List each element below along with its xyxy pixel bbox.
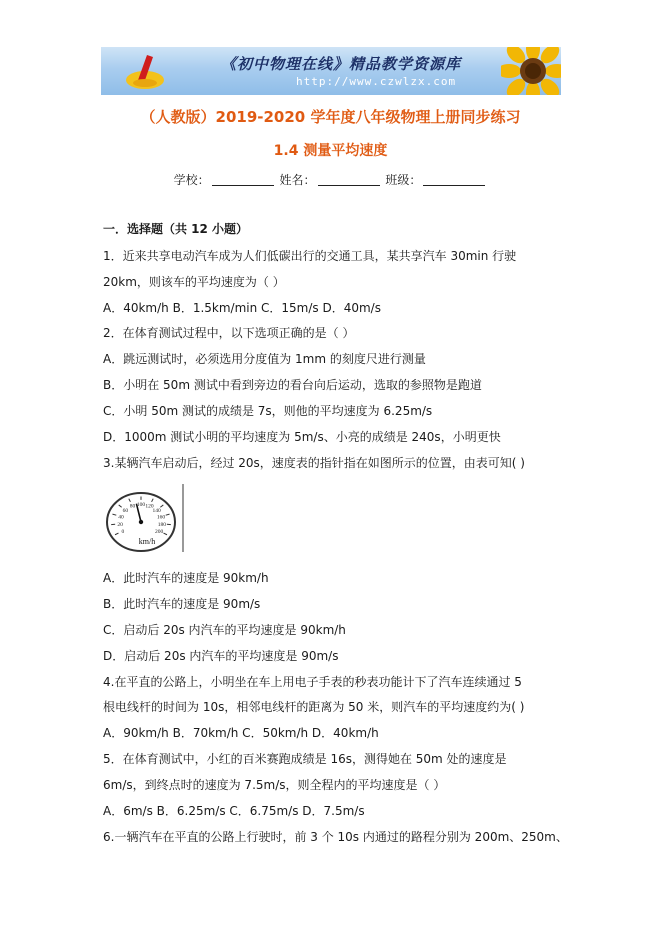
name-label: 姓名： xyxy=(279,173,316,187)
question-3-option-b: B．此时汽车的速度是 90m/s xyxy=(103,597,261,611)
question-1-stem: 1．近来共享电动汽车成为人们低碳出行的交通工具，某共享汽车 30min 行驶 xyxy=(103,249,517,263)
gauge-tick-label: 180 xyxy=(157,521,167,528)
student-info-line xyxy=(0,171,661,188)
gauge-tick-label: 100 xyxy=(136,502,146,509)
banner-url: http://www.czwlzx.com xyxy=(296,75,457,88)
question-5-stem-cont: 6m/s，到终点时的速度为 7.5m/s，则全程内的平均速度是（ ） xyxy=(103,778,446,792)
question-2-option-a: A．跳远测试时，必须选用分度值为 1mm 的刻度尺进行测量 xyxy=(103,352,426,366)
question-3-stem: 3.某辆汽车启动后，经过 20s，速度表的指针指在如图所示的位置，由表可知( ) xyxy=(103,456,525,470)
question-4-stem: 4.在平直的公路上，小明坐在车上用电子手表的秒表功能计下了汽车连续通过 5 xyxy=(103,675,522,689)
speedometer-figure xyxy=(103,482,185,554)
question-1-options: A．40km/h B．1.5km/min C．15m/s D．40m/s xyxy=(103,301,381,315)
question-6-stem: 6.一辆汽车在平直的公路上行驶时，前 3 个 10s 内通过的路程分别为 200m、250m、 xyxy=(103,830,568,844)
question-2-option-b: B．小明在 50m 测试中看到旁边的看台向后运动，选取的参照物是跑道 xyxy=(103,378,482,392)
page-subtitle: 1.4 测量平均速度 xyxy=(273,143,388,159)
gauge-tick-label: 40 xyxy=(118,514,124,521)
gauge-tick-label: 60 xyxy=(122,508,129,515)
question-3-option-a: A．此时汽车的速度是 90km/h xyxy=(103,571,269,585)
question-1-stem-cont: 20km，则该车的平均速度为（ ） xyxy=(103,275,285,289)
resource-banner xyxy=(101,47,561,95)
question-5-options: A．6m/s B．6.25m/s C．6.75m/s D．7.5m/s xyxy=(103,804,365,818)
class-blank[interactable] xyxy=(423,173,485,186)
name-blank[interactable] xyxy=(318,173,380,186)
gauge-tick-label: 120 xyxy=(145,503,154,510)
gauge-tick-label: 80 xyxy=(129,503,136,510)
school-label: 学校： xyxy=(173,173,210,187)
question-2-option-c: C．小明 50m 测试的成绩是 7s，则他的平均速度为 6.25m/s xyxy=(103,404,433,418)
banner-title: 《初中物理在线》精品教学资源库 xyxy=(221,55,462,73)
gauge-tick-label: 200 xyxy=(155,528,164,535)
sunflower-icon xyxy=(501,47,561,95)
question-3-option-d: D．启动后 20s 内汽车的平均速度是 90m/s xyxy=(103,649,339,663)
gauge-tick-label: 0 xyxy=(121,528,125,535)
gauge-unit-label: km/h xyxy=(138,537,156,546)
school-blank[interactable] xyxy=(212,173,274,186)
question-2-stem: 2．在体育测试过程中，以下选项正确的是（ ） xyxy=(103,326,355,340)
question-5-stem: 5．在体育测试中，小红的百米赛跑成绩是 16s，测得她在 50m 处的速度是 xyxy=(103,752,507,766)
section-heading: 一．选择题（共 12 小题） xyxy=(103,222,249,236)
question-4-options: A．90km/h B．70km/h C．50km/h D．40km/h xyxy=(103,726,379,740)
logo-icon xyxy=(123,53,167,91)
gauge-tick-label: 20 xyxy=(117,521,123,528)
question-2-option-d: D．1000m 测试小明的平均速度为 5m/s、小亮的成绩是 240s，小明更快 xyxy=(103,430,501,444)
gauge-tick-label: 140 xyxy=(152,508,161,515)
page-title: （人教版）2019-2020 学年度八年级物理上册同步练习 xyxy=(140,108,521,126)
gauge-tick-label: 160 xyxy=(156,514,166,521)
question-3-option-c: C．启动后 20s 内汽车的平均速度是 90km/h xyxy=(103,623,346,637)
gauge-hub xyxy=(139,520,143,524)
class-label: 班级： xyxy=(385,173,422,187)
question-4-stem-cont: 根电线杆的时间为 10s，相邻电线杆的距离为 50 米，则汽车的平均速度约为( ) xyxy=(103,700,525,714)
